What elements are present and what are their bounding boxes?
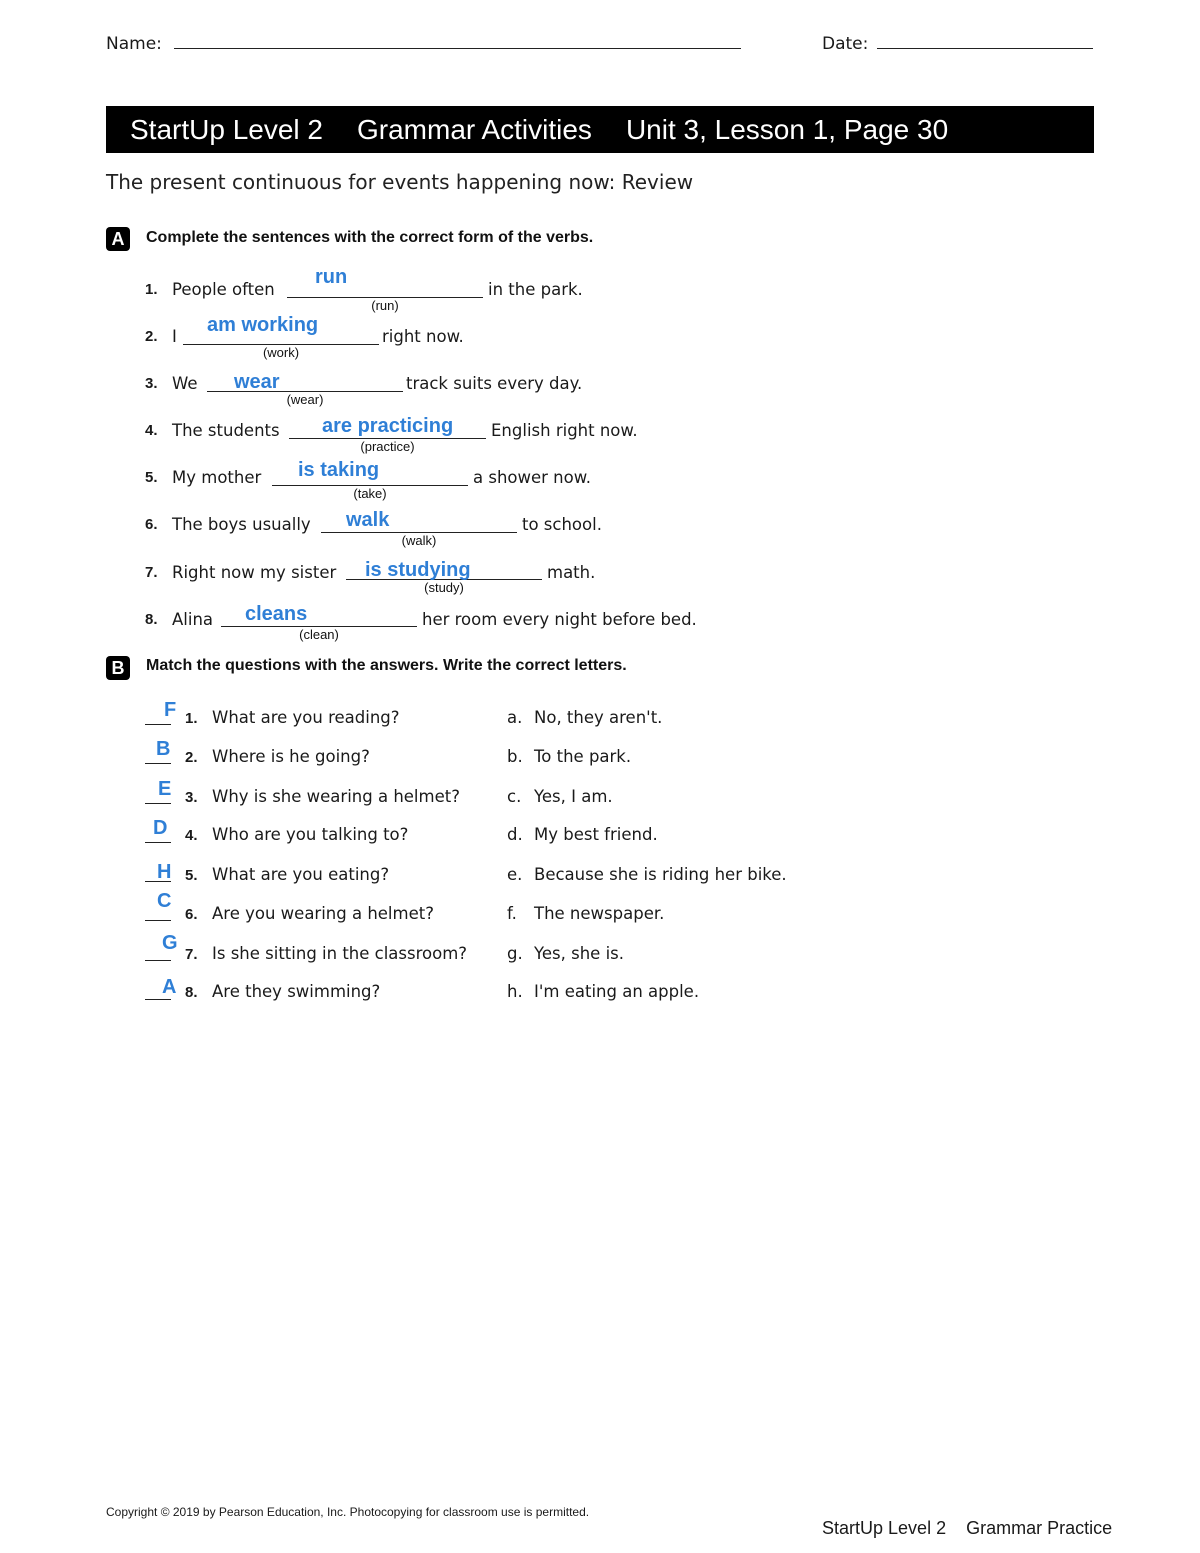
- answer-letter: e.: [507, 865, 523, 884]
- handwritten-answer: is taking: [298, 459, 380, 481]
- handwritten-letter: C: [157, 890, 172, 912]
- handwritten-answer: cleans: [245, 603, 308, 625]
- question-text: Are you wearing a helmet?: [212, 904, 434, 923]
- handwritten-letter: H: [157, 861, 172, 883]
- handwritten-letter: G: [162, 932, 178, 954]
- item-text-after: right now.: [382, 327, 464, 346]
- item-text-after: to school.: [522, 515, 602, 534]
- answer-letter: h.: [507, 982, 523, 1001]
- verb-hint: (practice): [360, 439, 415, 454]
- handwritten-letter: B: [156, 738, 171, 760]
- verb-hint: (run): [371, 298, 399, 313]
- letter-blank[interactable]: [145, 803, 171, 804]
- question-number: 3.: [185, 789, 198, 806]
- handwritten-answer: are practicing: [322, 415, 454, 437]
- page-subtitle: The present continuous for events happening now: Review: [106, 170, 694, 194]
- answer-letter: c.: [507, 787, 522, 806]
- question-number: 4.: [185, 827, 198, 844]
- item-text-after: track suits every day.: [406, 374, 583, 393]
- footer-brand-practice: Grammar Practice: [966, 1518, 1113, 1538]
- name-field[interactable]: [174, 48, 741, 49]
- verb-hint: (walk): [401, 533, 437, 548]
- date-label: Date:: [822, 34, 869, 54]
- answer-text: Because she is riding her bike.: [534, 865, 787, 884]
- answer-text: Yes, she is.: [534, 944, 625, 963]
- name-label: Name:: [106, 34, 162, 54]
- question-number: 6.: [185, 906, 198, 923]
- item-text-before: Right now my sister: [172, 563, 337, 582]
- footer-brand-level: StartUp Level 2: [822, 1518, 947, 1538]
- footer-copyright: Copyright © 2019 by Pearson Education, Inc. Photocopying for classroom use is permitted.: [106, 1505, 590, 1519]
- item-number: 2.: [145, 328, 158, 345]
- item-number: 7.: [145, 564, 158, 581]
- item-text-after: a shower now.: [473, 468, 591, 487]
- item-text-after: English right now.: [491, 421, 638, 440]
- answer-text: My best friend.: [534, 825, 658, 844]
- item-number: 4.: [145, 422, 158, 439]
- section-a-badge: A: [106, 227, 130, 251]
- handwritten-answer: walk: [346, 509, 390, 531]
- section-b-badge: B: [106, 656, 130, 680]
- answer-text: No, they aren't.: [534, 708, 663, 727]
- section-a-instruction: Complete the sentences with the correct form of the verbs.: [146, 229, 594, 246]
- item-number: 5.: [145, 469, 158, 486]
- answer-letter: f.: [507, 904, 517, 923]
- handwritten-letter: A: [162, 976, 177, 998]
- item-number: 6.: [145, 516, 158, 533]
- footer-brand: [812, 1497, 1112, 1539]
- item-text-before: We: [172, 374, 198, 393]
- item-number: 8.: [145, 611, 158, 628]
- answer-text: To the park.: [534, 747, 632, 766]
- letter-blank[interactable]: [145, 763, 171, 764]
- answer-letter: d.: [507, 825, 523, 844]
- question-text: What are you reading?: [212, 708, 400, 727]
- item-text-before: People often: [172, 280, 275, 299]
- handwritten-answer: is studying: [365, 559, 471, 581]
- verb-hint: (clean): [299, 627, 339, 642]
- question-number: 2.: [185, 749, 198, 766]
- section-b-instruction: Match the questions with the answers. Write the correct letters.: [146, 657, 627, 674]
- question-number: 8.: [185, 984, 198, 1001]
- question-text: Why is she wearing a helmet?: [212, 787, 460, 806]
- verb-hint: (take): [353, 486, 387, 501]
- handwritten-letter: F: [164, 699, 177, 721]
- item-text-after: math.: [547, 563, 596, 582]
- title-activity: Grammar Activities: [357, 113, 592, 145]
- verb-hint: (study): [424, 580, 464, 595]
- item-text-before: The boys usually: [172, 515, 311, 534]
- title-level: StartUp Level 2: [130, 113, 323, 145]
- letter-blank[interactable]: [145, 999, 171, 1000]
- item-text-before: My mother: [172, 468, 262, 487]
- item-text-after: her room every night before bed.: [422, 610, 697, 629]
- verb-hint: (wear): [286, 392, 324, 407]
- letter-blank[interactable]: [145, 724, 171, 725]
- question-text: Where is he going?: [212, 747, 370, 766]
- handwritten-letter: D: [153, 817, 168, 839]
- question-text: Is she sitting in the classroom?: [212, 944, 468, 963]
- letter-blank[interactable]: [145, 842, 171, 843]
- answer-text: Yes, I am.: [534, 787, 613, 806]
- handwritten-answer: wear: [234, 371, 280, 393]
- question-number: 5.: [185, 867, 198, 884]
- answer-letter: b.: [507, 747, 523, 766]
- answer-letter: a.: [507, 708, 523, 727]
- question-text: Are they swimming?: [212, 982, 381, 1001]
- title-bar: [106, 106, 1094, 153]
- item-number: 3.: [145, 375, 158, 392]
- question-text: What are you eating?: [212, 865, 390, 884]
- handwritten-answer: am working: [207, 314, 319, 336]
- item-text-before: I: [172, 327, 177, 346]
- item-number: 1.: [145, 281, 158, 298]
- question-number: 7.: [185, 946, 198, 963]
- answer-text: The newspaper.: [534, 904, 665, 923]
- handwritten-answer: run: [315, 266, 348, 288]
- item-text-after: in the park.: [488, 280, 583, 299]
- item-text-before: The students: [172, 421, 280, 440]
- date-field[interactable]: [877, 48, 1093, 49]
- item-text-before: Alina: [172, 610, 214, 629]
- letter-blank[interactable]: [145, 920, 171, 921]
- letter-blank[interactable]: [145, 960, 171, 961]
- answer-letter: g.: [507, 944, 523, 963]
- title-location: Unit 3, Lesson 1, Page 30: [625, 113, 949, 145]
- handwritten-letter: E: [158, 778, 172, 800]
- question-number: 1.: [185, 710, 198, 727]
- question-text: Who are you talking to?: [212, 825, 409, 844]
- answer-text: I'm eating an apple.: [534, 982, 700, 1001]
- verb-hint: (work): [262, 345, 300, 360]
